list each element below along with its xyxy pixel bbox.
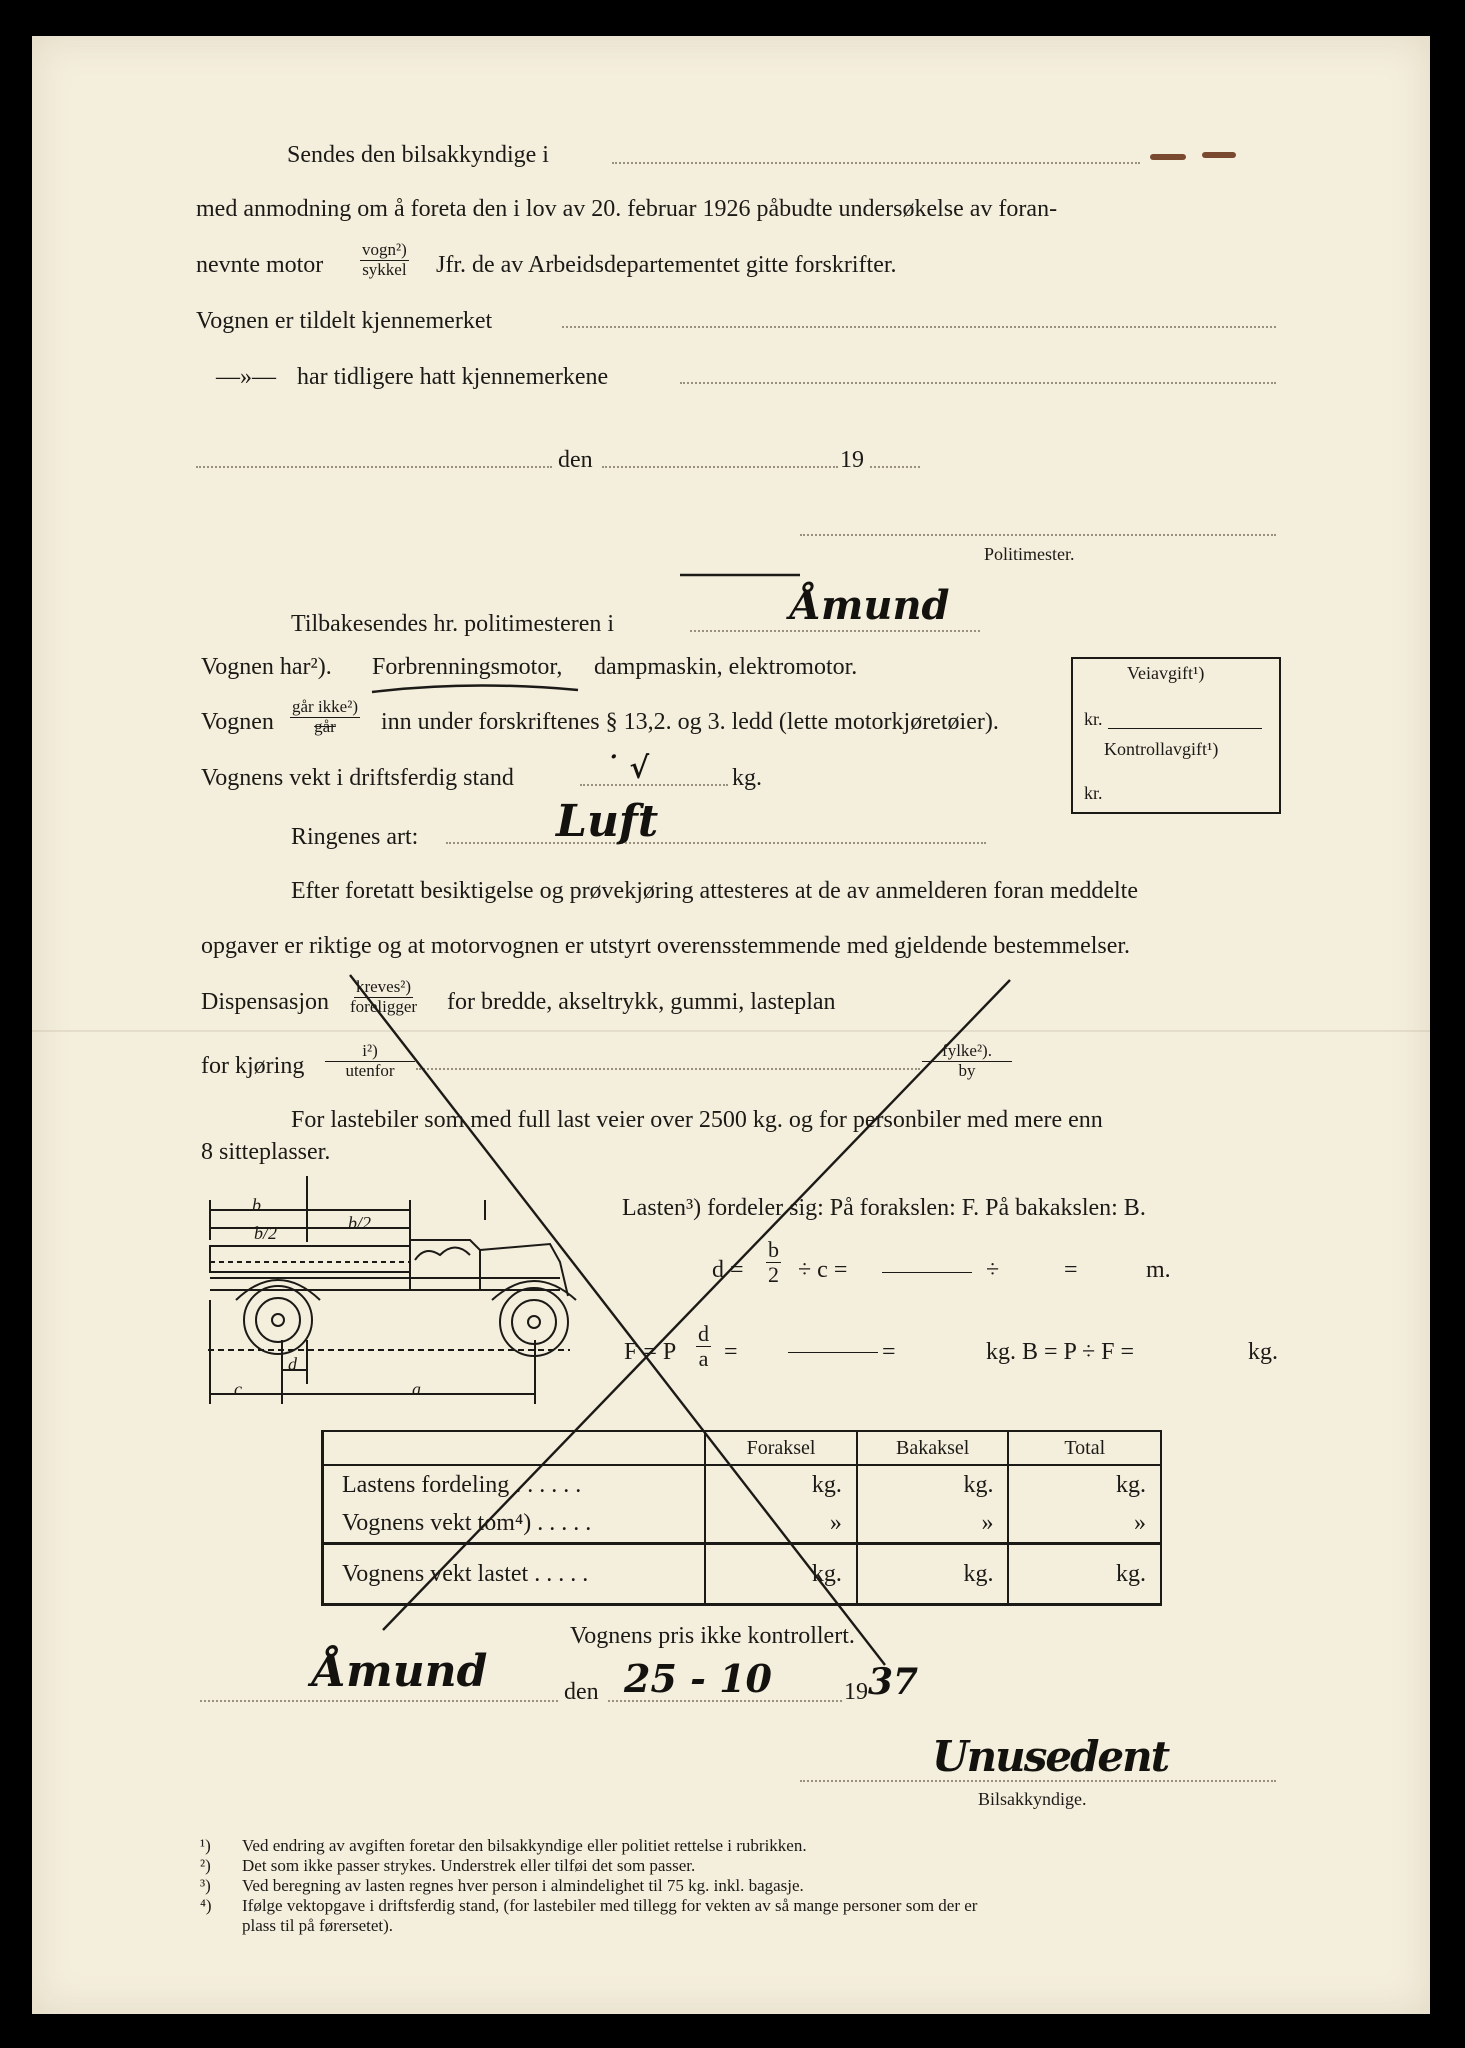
frac-kreves: kreves²) xyxy=(355,977,412,996)
text-dampmaskin: dampmaskin, elektromotor. xyxy=(594,654,858,680)
load-table xyxy=(321,1430,1162,1606)
table-cell-bakaksel[interactable] xyxy=(857,1544,1009,1605)
field-kjennemerket[interactable] xyxy=(562,326,1276,328)
frac-foreligger: foreligger xyxy=(350,996,418,1016)
field-vekt[interactable] xyxy=(580,784,728,786)
frac-kjoring xyxy=(325,1042,415,1080)
footnote-mark: ³) xyxy=(200,1876,211,1895)
field-date1-year[interactable] xyxy=(870,466,920,468)
label-kontrollavgift: Kontrollavgift¹) xyxy=(1104,739,1219,759)
label-bilsakkyndige: Bilsakkyndige. xyxy=(978,1789,1087,1809)
formula-d-post: ÷ c = xyxy=(798,1257,848,1283)
dim-b-half-left: b/2 xyxy=(254,1223,278,1243)
hand-date: 25 - 10 xyxy=(624,1656,772,1701)
hand-vekt-mark: ˙ √ xyxy=(604,751,650,786)
line-kjennemerket: Vognen er tildelt kjennemerket xyxy=(196,308,493,334)
field-f-value[interactable] xyxy=(788,1352,878,1353)
table-header-blank xyxy=(323,1431,706,1465)
footnote-5 xyxy=(200,1916,1280,1936)
footnote-text: plass til på førersetet). xyxy=(242,1916,394,1935)
frac-gar-struck: går xyxy=(314,716,336,736)
footnote-text: Ifølge vektopgave i driftsferdig stand, (for lastebiler med tillegg for vekten av så mange personer som der er xyxy=(242,1896,978,1915)
footnote-text: Ved beregning av lasten regnes hver person i almindelighet til 75 kg. inkl. bagasje. xyxy=(242,1876,804,1895)
line-sendes: Sendes den bilsakkyndige i xyxy=(287,142,549,168)
table-cell-label xyxy=(323,1465,706,1544)
hand-town-sign: Åmund xyxy=(312,1646,488,1697)
hand-signature: Unusedent xyxy=(932,1732,1169,1781)
formula-f-kg: kg. xyxy=(1248,1339,1278,1365)
date2-19: 19 xyxy=(844,1679,868,1705)
frac-d: d xyxy=(698,1321,709,1346)
field-date1-day[interactable] xyxy=(602,466,838,468)
line-tilbakesendes: Tilbakesendes hr. politimesteren i xyxy=(291,611,615,637)
row-label-lastens: Lastens fordeling . . . . . . xyxy=(342,1472,582,1498)
table-header-row xyxy=(323,1431,1162,1465)
line-laste1: For lastebiler som med full last veier over 2500 kg. og for personbiler med mere enn xyxy=(291,1107,1103,1133)
line-lasten: Lasten³) fordeler sig: På forakslen: F. På bakakslen: B. xyxy=(622,1195,1146,1221)
frac-fylke-top: fylke²). xyxy=(922,1042,1012,1062)
hand-town-returned: Åmund xyxy=(790,582,950,629)
line-attest1: Efter foretatt besiktigelse og prøvekjøring attesteres at de av anmelderen foran meddelte xyxy=(291,878,1138,904)
frac-vogn: vogn²) xyxy=(362,240,407,259)
cell-lastens-bakaksel: kg. xyxy=(963,1472,994,1498)
cell-lastens-total: kg. xyxy=(1116,1472,1146,1498)
field-date2-place[interactable] xyxy=(200,1700,558,1702)
cell-lastet-total: kg. xyxy=(1116,1561,1146,1587)
dim-d: d xyxy=(288,1354,297,1374)
label-kr-veiavgift: kr. xyxy=(1084,709,1103,729)
field-bilsakkyndige[interactable] xyxy=(612,162,1140,164)
table-cell-label xyxy=(323,1544,706,1605)
line-laste2: 8 sitteplasser. xyxy=(201,1139,331,1165)
dim-b: b xyxy=(252,1195,261,1215)
cell-tom-total: » xyxy=(1134,1510,1146,1536)
formula-d-unit: m. xyxy=(1146,1257,1171,1283)
frac-sykkel: sykkel xyxy=(362,259,407,279)
field-politimester-signature[interactable] xyxy=(800,534,1276,536)
line-disp-pre: Dispensasjon xyxy=(201,989,329,1015)
field-ringenes[interactable] xyxy=(446,842,986,844)
formula-d-pre: d = xyxy=(712,1257,744,1283)
formula-f-pre: F = P xyxy=(624,1339,677,1365)
frac-utenfor: utenfor xyxy=(345,1060,395,1080)
line-disp-post: for bredde, akseltrykk, gummi, lasteplan xyxy=(447,989,836,1015)
footnote-mark xyxy=(200,1916,242,1936)
frac-a: a xyxy=(698,1346,709,1372)
table-cell-foraksel[interactable] xyxy=(705,1544,857,1605)
dim-c: c xyxy=(234,1379,242,1399)
formula-f-eq2: = xyxy=(882,1339,896,1365)
footnote-4 xyxy=(200,1896,1280,1916)
footnote-text: Ved endring av avgiften foretar den bilsakkyndige eller politiet rettelse i rubrikken. xyxy=(242,1836,807,1855)
date2-den: den xyxy=(564,1679,599,1705)
cell-lastens-foraksel: kg. xyxy=(811,1472,842,1498)
footnote-mark: ²) xyxy=(200,1856,211,1875)
frac-b: b xyxy=(768,1237,779,1262)
label-kr-kontrollavgift: kr. xyxy=(1084,783,1103,803)
field-veiavgift[interactable] xyxy=(1108,728,1262,729)
row-label-tom: Vognens vekt tom⁴) . . . . . xyxy=(342,1510,592,1536)
cell-lastet-bakaksel: kg. xyxy=(963,1561,994,1587)
table-cell-total[interactable] xyxy=(1008,1544,1161,1605)
cell-lastet-foraksel: kg. xyxy=(811,1561,842,1587)
frac-disp xyxy=(348,978,419,1016)
field-date1-place[interactable] xyxy=(196,466,552,468)
footnotes xyxy=(200,1836,1280,1936)
frac-vogn-sykkel xyxy=(360,241,409,279)
field-kjoring[interactable] xyxy=(416,1068,920,1070)
line-attest2: opgaver er riktige og at motorvognen er utstyrt overensstemmende med gjeldende bestemmelser. xyxy=(201,933,1131,959)
formula-d-div: ÷ xyxy=(986,1257,1000,1283)
table-row xyxy=(323,1465,1162,1544)
cell-tom-bakaksel: » xyxy=(981,1510,994,1536)
footnote-mark: ¹) xyxy=(200,1836,211,1855)
table-header-total: Total xyxy=(1008,1431,1161,1465)
text-forbrenningsmotor: Forbrenningsmotor, xyxy=(372,654,563,680)
frac-by: by xyxy=(958,1060,976,1080)
dim-b-half-right: b/2 xyxy=(348,1213,372,1233)
label-veiavgift: Veiavgift¹) xyxy=(1127,663,1205,683)
footnote-2 xyxy=(200,1856,1280,1876)
table-header-foraksel: Foraksel xyxy=(705,1431,857,1465)
cell-tom-foraksel: » xyxy=(829,1510,842,1536)
paper-fold xyxy=(32,1030,1430,1032)
dim-a: a xyxy=(412,1379,421,1399)
table-cell-bakaksel[interactable] xyxy=(857,1465,1009,1544)
frac-i: i²) xyxy=(325,1042,415,1062)
footnote-1 xyxy=(200,1836,1280,1856)
formula-d-eq: = xyxy=(1064,1257,1078,1283)
line-nevnte-pre: nevnte motor xyxy=(196,252,324,278)
line-tidligere: har tidligere hatt kjennemerkene xyxy=(297,364,609,390)
frac-gar-ikke: går ikke²) xyxy=(292,697,358,716)
vekt-unit: kg. xyxy=(732,765,762,791)
date1-19: 19 xyxy=(840,447,864,473)
frac-fylke xyxy=(922,1042,1012,1080)
footnote-mark: ⁴) xyxy=(200,1896,212,1915)
table-cell-foraksel[interactable] xyxy=(705,1465,857,1544)
hand-year: 37 xyxy=(868,1661,919,1703)
line-gar-post: inn under forskriftenes § 13,2. og 3. ledd (lette motorkjøretøier). xyxy=(381,709,999,735)
line-vognen-har: Vognen har²). xyxy=(201,654,332,680)
formula-f-b: kg. B = P ÷ F = xyxy=(986,1339,1135,1365)
frac-gar xyxy=(290,698,360,736)
field-tidligere-kjennemerker[interactable] xyxy=(680,382,1276,384)
field-d-value[interactable] xyxy=(882,1272,972,1273)
frac-b-2 xyxy=(766,1238,781,1287)
table-cell-total[interactable] xyxy=(1008,1465,1161,1544)
staple-mark xyxy=(1150,150,1240,164)
line-gar-pre: Vognen xyxy=(201,709,274,735)
row-label-lastet: Vognens vekt lastet . . . . . xyxy=(342,1561,589,1587)
footnote-text: Det som ikke passer strykes. Understrek eller tilføi det som passer. xyxy=(242,1856,696,1875)
field-tilbakesendes[interactable] xyxy=(690,630,980,632)
line-nevnte-post: Jfr. de av Arbeidsdepartementet gitte forskrifter. xyxy=(436,252,897,278)
ditto-mark: —»— xyxy=(216,364,276,390)
line-pris: Vognens pris ikke kontrollert. xyxy=(570,1623,855,1649)
line-kjoring-pre: for kjøring xyxy=(201,1053,305,1079)
line-vekt: Vognens vekt i driftsferdig stand xyxy=(201,765,514,791)
label-politimester: Politimester. xyxy=(984,544,1075,564)
table-row xyxy=(323,1544,1162,1605)
formula-f-eq: = xyxy=(724,1339,738,1365)
table-header-bakaksel: Bakaksel xyxy=(857,1431,1009,1465)
line-anmodning: med anmodning om å foreta den i lov av 20. februar 1926 påbudte undersøkelse av foran- xyxy=(196,196,1058,222)
frac-d-a xyxy=(696,1322,711,1371)
hand-ringenes: Luft xyxy=(556,796,659,847)
line-ringenes: Ringenes art: xyxy=(291,824,419,850)
footnote-3 xyxy=(200,1876,1280,1896)
frac-2: 2 xyxy=(768,1262,779,1288)
date1-den: den xyxy=(558,447,593,473)
